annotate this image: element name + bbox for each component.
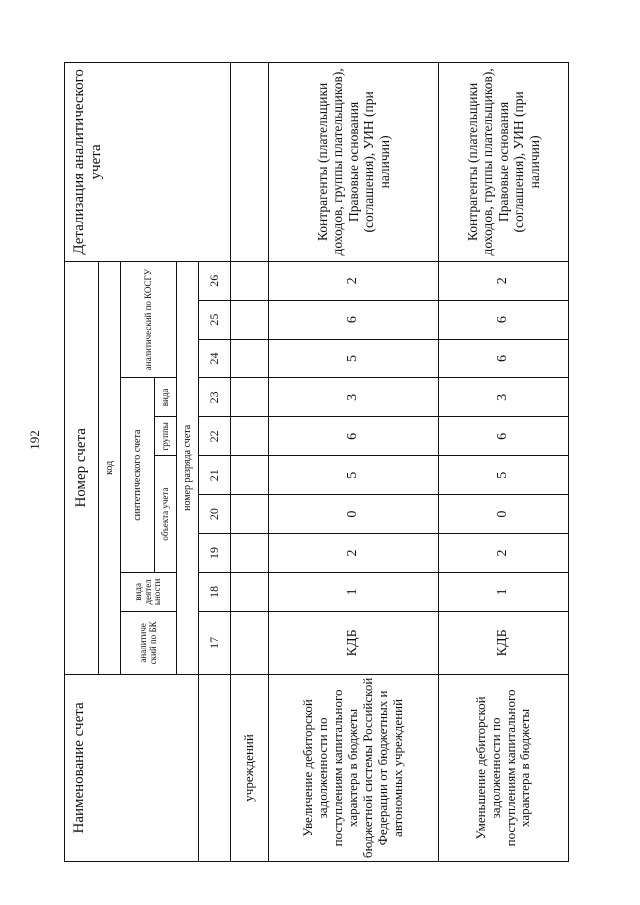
row-value: 5 [439,456,569,495]
header-spacer [199,674,231,861]
header-detail: Детализация аналитического учета [65,63,231,262]
digit-cell: 17 [199,611,231,674]
digit-cell: 21 [199,456,231,495]
row-name: Уменьшение дебиторской задолженности по поступлениям капитального характера в бюджеты [439,674,569,861]
row-value: 2 [269,261,439,300]
row-value: 5 [269,456,439,495]
row-value: 6 [269,417,439,456]
row-value: 6 [439,417,569,456]
row-value: 2 [269,534,439,573]
row-detail [231,63,269,262]
row-name: Увеличение дебиторской задолженности по поступлениям капитального характера в бюджеты бюджетной системы Российской Федерации от бюджетных и автономных учреждений [269,674,439,861]
row-value [231,534,269,573]
header-digit-number: номер разряда счета [177,261,199,674]
header-synthetic-account: синтетического счета [121,378,155,572]
row-value [231,300,269,339]
header-analytical-kosgu: аналитический по КОСГУ [121,261,177,378]
table-row [439,63,569,862]
row-detail: Контрагенты (плательщики доходов, группы плательщиков), Правовые основания (соглашения), УИН (при наличии) [269,63,439,262]
header-kind: вида [155,378,177,417]
account-table [64,62,569,862]
digit-cell: 23 [199,378,231,417]
row-value: 3 [439,378,569,417]
row-value: 5 [269,339,439,378]
row-value [231,261,269,300]
digit-cell: 18 [199,572,231,611]
digit-cell: 26 [199,261,231,300]
row-value: 3 [269,378,439,417]
digit-cell: 19 [199,534,231,573]
header-account-name: Наименование счета [65,674,199,861]
table-row [231,63,269,862]
header-code: код [99,261,121,674]
digit-cell: 22 [199,417,231,456]
header-account-object: объекта учета [155,456,177,573]
header-account-number: Номер счета [65,261,99,674]
header-activity-type: вида деятел ьности [121,572,177,611]
row-value: 6 [439,300,569,339]
row-value [231,495,269,534]
header-groups: группы [155,417,177,456]
row-value [231,378,269,417]
row-value [231,417,269,456]
row-value: 2 [439,534,569,573]
digit-cell: 25 [199,300,231,339]
page-number: 192 [27,430,42,450]
account-table-rotated [64,62,568,862]
digit-cell: 20 [199,495,231,534]
digit-cell: 24 [199,339,231,378]
row-detail: Контрагенты (плательщики доходов, группы плательщиков), Правовые основания (соглашения), УИН (при наличии) [439,63,569,262]
header-analytical-bk: аналитиче ский по БК [121,611,177,674]
row-value: 0 [439,495,569,534]
row-value: 1 [439,572,569,611]
row-value: 6 [269,300,439,339]
row-value [231,572,269,611]
row-value: КДБ [439,611,569,674]
row-name: учреждений [231,674,269,861]
row-value [231,339,269,378]
row-value: 2 [439,261,569,300]
row-value: 0 [269,495,439,534]
row-value: КДБ [269,611,439,674]
row-value [231,456,269,495]
row-value [231,611,269,674]
row-value: 1 [269,572,439,611]
row-value: 6 [439,339,569,378]
table-row [269,63,439,862]
